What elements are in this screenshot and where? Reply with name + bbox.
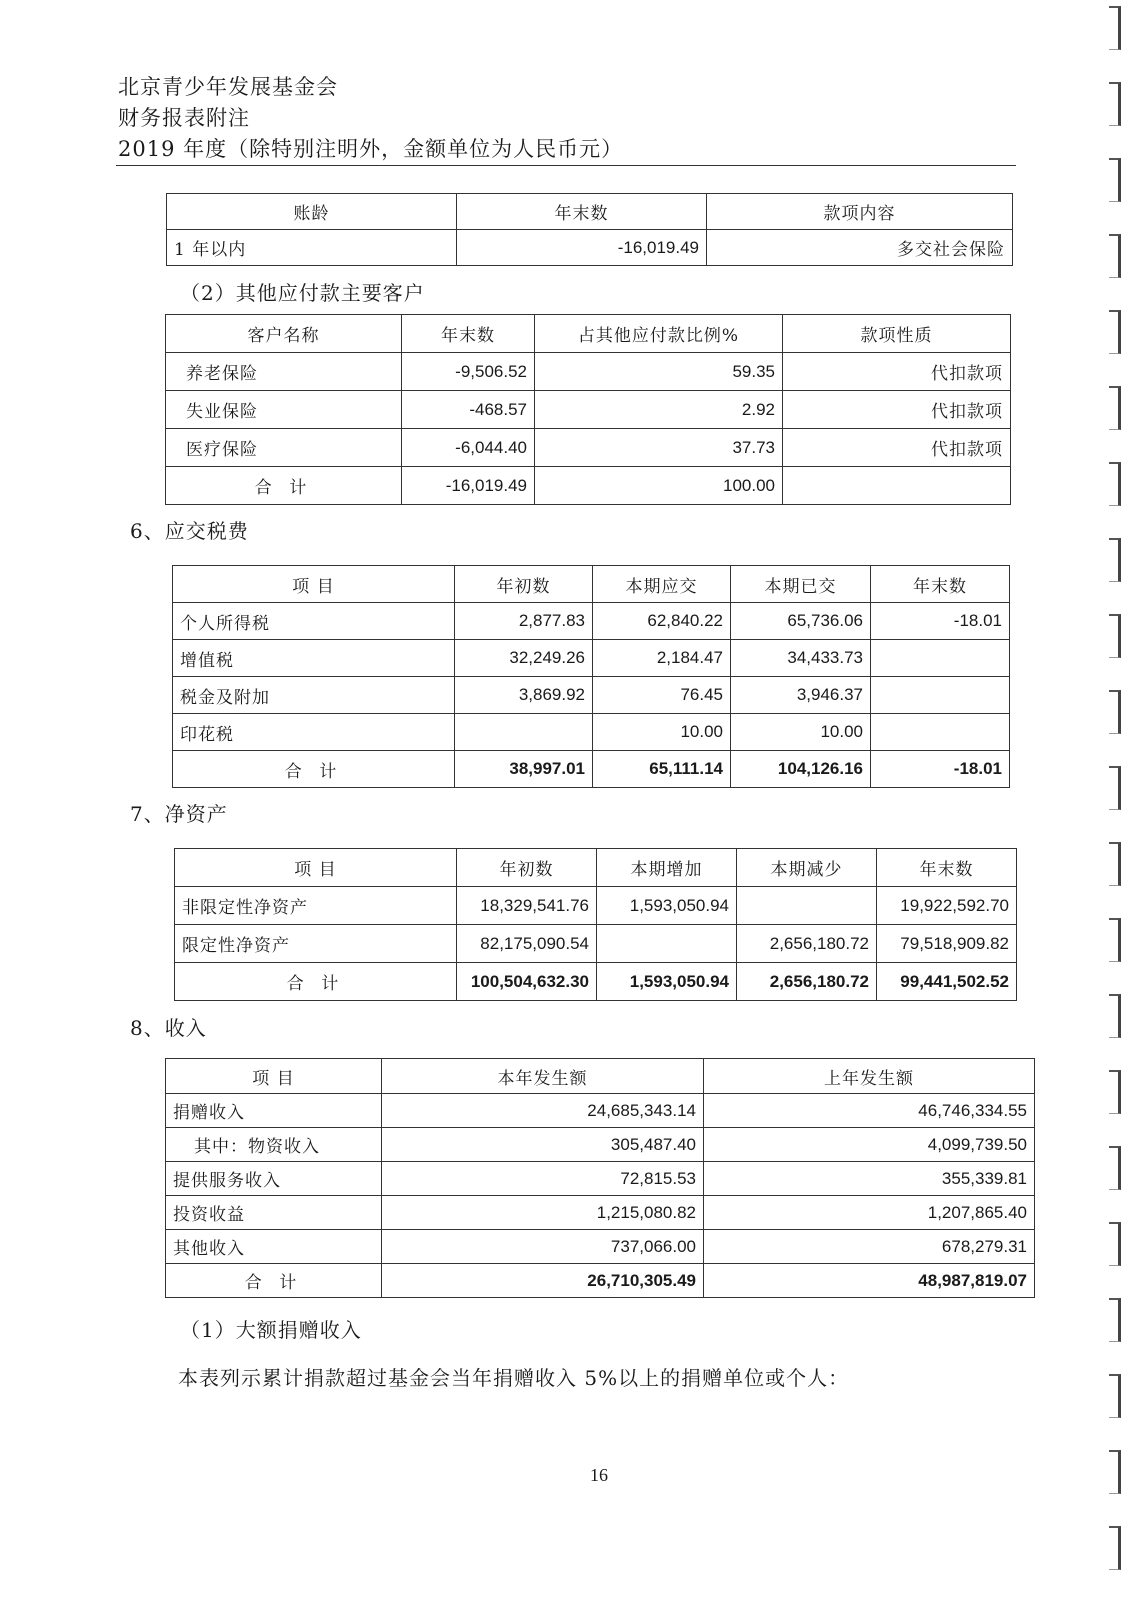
table-row: [175, 887, 1017, 925]
column-header: 本期增加: [597, 849, 737, 887]
table-cell: 10.00: [731, 714, 871, 751]
table-cell: 26,710,305.49: [382, 1264, 704, 1298]
table-cell: 提供服务收入: [166, 1162, 382, 1196]
table-cell: 59.35: [535, 353, 783, 391]
table-cell: 99,441,502.52: [877, 963, 1017, 1001]
table-cell: 100,504,632.30: [457, 963, 597, 1001]
table-row: [166, 1094, 1035, 1128]
table-row: [166, 353, 1011, 391]
table-cell: 合 计: [175, 963, 457, 1001]
table-cell: -468.57: [402, 391, 535, 429]
table-row: [166, 1128, 1035, 1162]
table-cell: 其中：物资收入: [166, 1128, 382, 1162]
table-cell: 1,593,050.94: [597, 887, 737, 925]
table-cell: -6,044.40: [402, 429, 535, 467]
binder-edge: [1105, 0, 1121, 1600]
table-cell: 37.73: [535, 429, 783, 467]
table-row: [175, 925, 1017, 963]
net-assets-table: [174, 848, 1017, 1001]
page-header: [118, 72, 623, 165]
column-header: 年初数: [455, 566, 593, 603]
table-row: [166, 1196, 1035, 1230]
table-cell: 2,184.47: [593, 640, 731, 677]
table-cell: 32,249.26: [455, 640, 593, 677]
table-cell: 投资收益: [166, 1196, 382, 1230]
table-cell: 4,099,739.50: [704, 1128, 1035, 1162]
table-cell: 2.92: [535, 391, 783, 429]
table-row: [166, 391, 1011, 429]
table-cell: -16,019.49: [402, 467, 535, 505]
table-cell: 10.00: [593, 714, 731, 751]
table-header-row: [166, 1059, 1035, 1094]
table-cell: 65,736.06: [731, 603, 871, 640]
table-cell: 678,279.31: [704, 1230, 1035, 1264]
column-header: 年末数: [402, 315, 535, 353]
table-cell: 38,997.01: [455, 751, 593, 788]
table-cell: 100.00: [535, 467, 783, 505]
table-cell: [455, 714, 593, 751]
aging-table: [166, 193, 1013, 266]
table-cell: 多交社会保险: [707, 230, 1013, 266]
table-row: [173, 640, 1010, 677]
table-cell: 48,987,819.07: [704, 1264, 1035, 1298]
table-row: [166, 1162, 1035, 1196]
column-header: 年初数: [457, 849, 597, 887]
table-cell: 税金及附加: [173, 677, 455, 714]
table-cell: 捐赠收入: [166, 1094, 382, 1128]
table-cell: 其他收入: [166, 1230, 382, 1264]
column-header: 本期已交: [731, 566, 871, 603]
table-cell: 印花税: [173, 714, 455, 751]
table-total-row: [166, 1264, 1035, 1298]
doc-title: 财务报表附注: [118, 106, 250, 130]
table-row: [173, 714, 1010, 751]
column-header: 本期减少: [737, 849, 877, 887]
table-cell: 18,329,541.76: [457, 887, 597, 925]
table-header-row: [166, 315, 1011, 353]
table-cell: 82,175,090.54: [457, 925, 597, 963]
table-cell: [871, 714, 1010, 751]
table-cell: 355,339.81: [704, 1162, 1035, 1196]
taxes-payable-table: [172, 565, 1010, 788]
table-cell: 737,066.00: [382, 1230, 704, 1264]
table-header-row: [173, 566, 1010, 603]
section-title: 6、应交税费: [130, 519, 249, 543]
section-title: 8、收入: [130, 1016, 207, 1040]
table-cell: 养老保险: [166, 353, 402, 391]
table-cell: 305,487.40: [382, 1128, 704, 1162]
table-cell: 19,922,592.70: [877, 887, 1017, 925]
table-cell: [783, 467, 1011, 505]
table-cell: 62,840.22: [593, 603, 731, 640]
column-header: 账龄: [167, 194, 457, 230]
table-cell: 合 计: [166, 1264, 382, 1298]
table-total-row: [166, 467, 1011, 505]
column-header: 上年发生额: [704, 1059, 1035, 1094]
table-cell: 1,207,865.40: [704, 1196, 1035, 1230]
table-cell: [871, 677, 1010, 714]
table-cell: 1 年以内: [167, 230, 457, 266]
table-row: [167, 230, 1013, 266]
income-table: [165, 1058, 1035, 1298]
header-rule: [116, 165, 1016, 166]
column-header: 本期应交: [593, 566, 731, 603]
table-cell: 合 计: [173, 751, 455, 788]
subsection-title: （2）其他应付款主要客户: [180, 281, 425, 305]
section-title: 7、净资产: [130, 802, 228, 826]
table-cell: 34,433.73: [731, 640, 871, 677]
table-row: [166, 429, 1011, 467]
table-cell: 3,946.37: [731, 677, 871, 714]
payables-table: [165, 314, 1011, 505]
table-cell: -16,019.49: [457, 230, 707, 266]
table-cell: 1,593,050.94: [597, 963, 737, 1001]
column-header: 款项性质: [783, 315, 1011, 353]
table-cell: 代扣款项: [783, 391, 1011, 429]
table-cell: 医疗保险: [166, 429, 402, 467]
table-cell: 2,877.83: [455, 603, 593, 640]
table-cell: 代扣款项: [783, 429, 1011, 467]
table-total-row: [173, 751, 1010, 788]
table-cell: 79,518,909.82: [877, 925, 1017, 963]
table-cell: 2,656,180.72: [737, 925, 877, 963]
table-cell: 3,869.92: [455, 677, 593, 714]
org-name: 北京青少年发展基金会: [118, 75, 338, 99]
table-cell: 合 计: [166, 467, 402, 505]
table-cell: 104,126.16: [731, 751, 871, 788]
subsection-title: （1）大额捐赠收入: [180, 1318, 362, 1342]
column-header: 年末数: [457, 194, 707, 230]
table-cell: 失业保险: [166, 391, 402, 429]
column-header: 项 目: [166, 1059, 382, 1094]
paragraph: 本表列示累计捐款超过基金会当年捐赠收入 5%以上的捐赠单位或个人：: [178, 1366, 850, 1390]
table-cell: 增值税: [173, 640, 455, 677]
column-header: 项 目: [175, 849, 457, 887]
table-cell: [871, 640, 1010, 677]
table-cell: -9,506.52: [402, 353, 535, 391]
table-cell: 24,685,343.14: [382, 1094, 704, 1128]
table-row: [173, 603, 1010, 640]
table-cell: 个人所得税: [173, 603, 455, 640]
table-cell: 72,815.53: [382, 1162, 704, 1196]
table-row: [173, 677, 1010, 714]
table-cell: 76.45: [593, 677, 731, 714]
column-header: 年末数: [871, 566, 1010, 603]
table-header-row: [175, 849, 1017, 887]
table-cell: 2,656,180.72: [737, 963, 877, 1001]
table-total-row: [175, 963, 1017, 1001]
column-header: 占其他应付款比例%: [535, 315, 783, 353]
table-cell: -18.01: [871, 603, 1010, 640]
column-header: 客户名称: [166, 315, 402, 353]
table-cell: 非限定性净资产: [175, 887, 457, 925]
page-number: 16: [590, 1465, 608, 1485]
table-cell: 限定性净资产: [175, 925, 457, 963]
column-header: 款项内容: [707, 194, 1013, 230]
table-row: [166, 1230, 1035, 1264]
table-cell: -18.01: [871, 751, 1010, 788]
table-cell: 1,215,080.82: [382, 1196, 704, 1230]
table-cell: [737, 887, 877, 925]
table-cell: [597, 925, 737, 963]
column-header: 年末数: [877, 849, 1017, 887]
table-cell: 65,111.14: [593, 751, 731, 788]
table-cell: 46,746,334.55: [704, 1094, 1035, 1128]
column-header: 本年发生额: [382, 1059, 704, 1094]
column-header: 项 目: [173, 566, 455, 603]
table-header-row: [167, 194, 1013, 230]
table-cell: 代扣款项: [783, 353, 1011, 391]
report-period: 2019 年度（除特别注明外，金额单位为人民币元）: [118, 137, 624, 161]
